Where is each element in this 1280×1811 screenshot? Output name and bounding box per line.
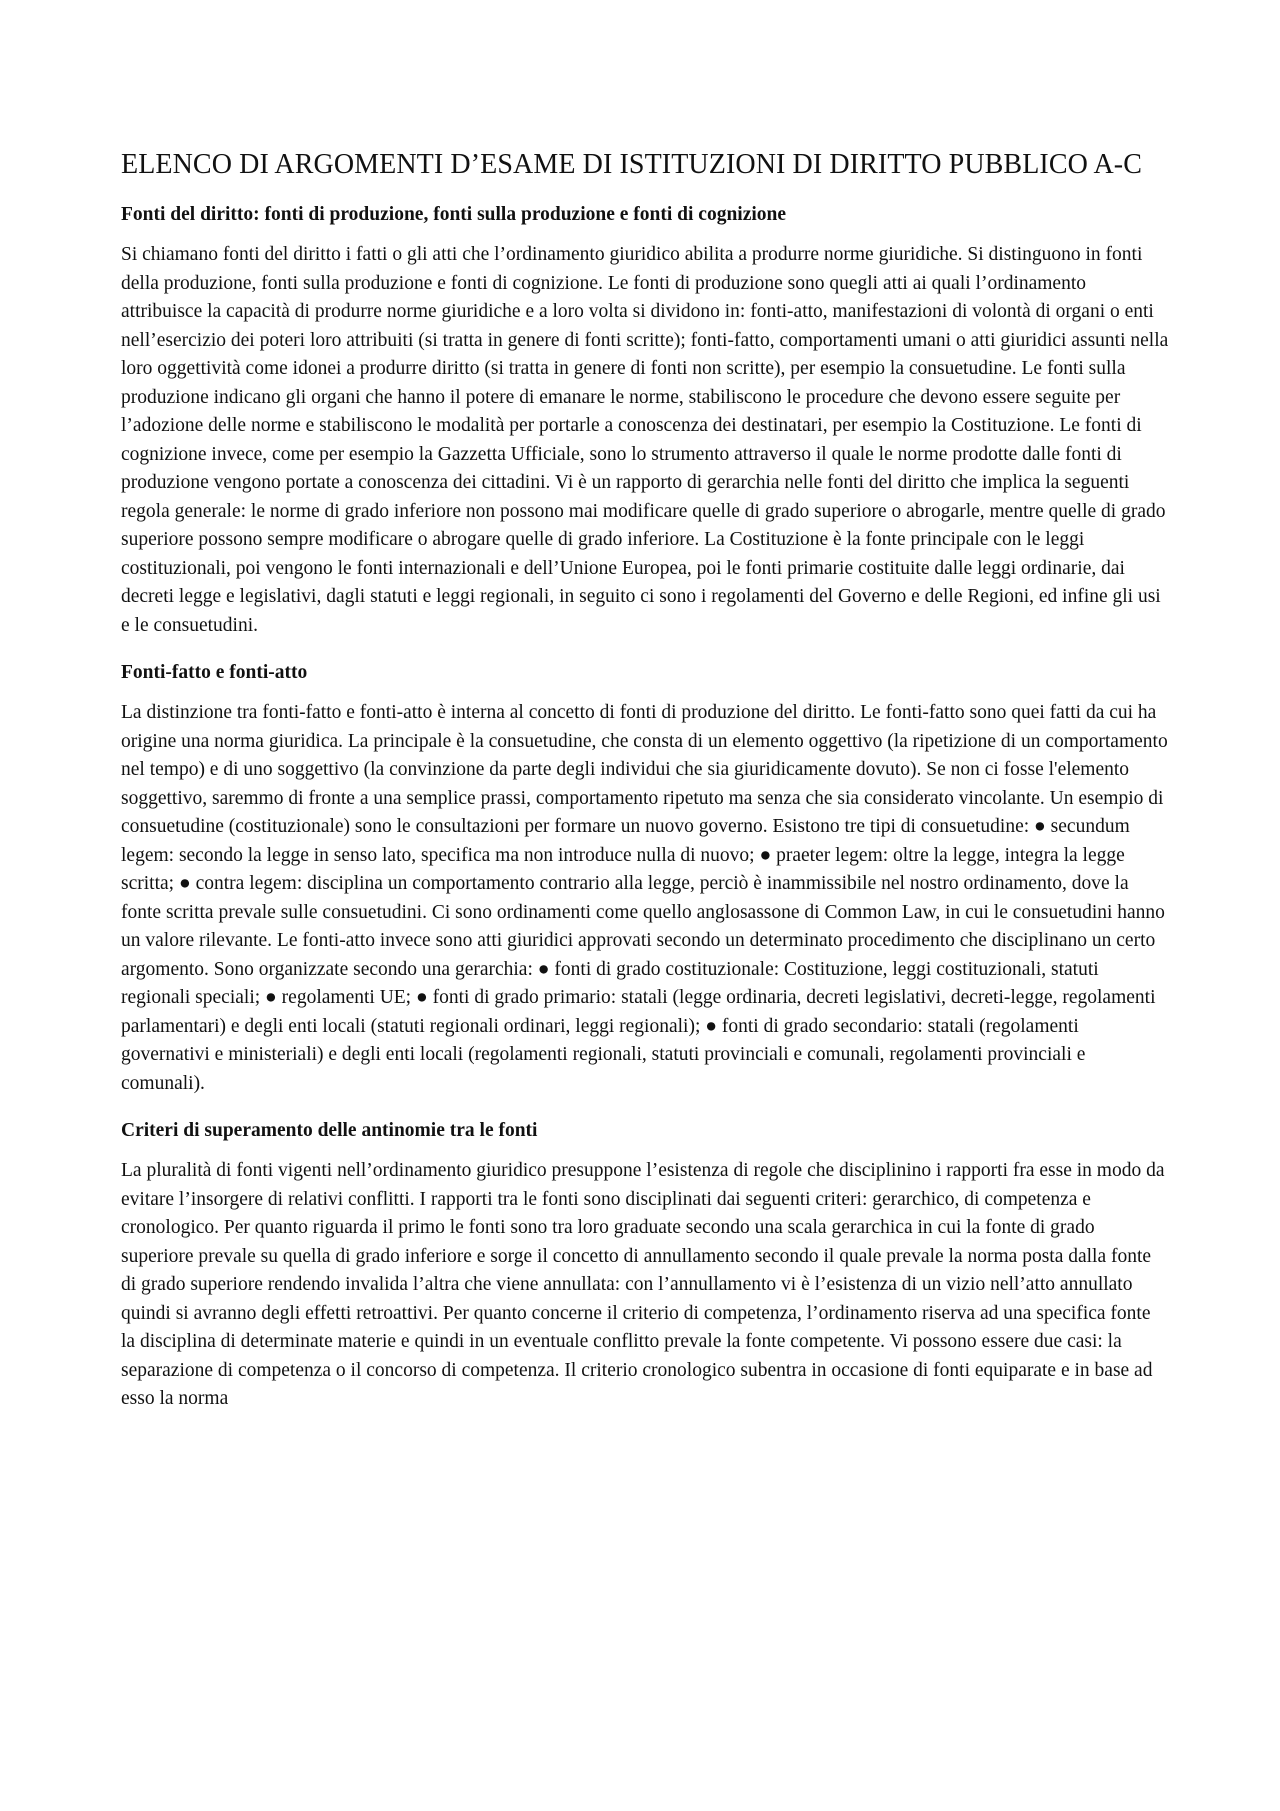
section-heading: Fonti del diritto: fonti di produzione, fonti sulla produzione e fonti di cognizione xyxy=(121,204,787,225)
section-heading: Criteri di superamento delle antinomie tra le fonti xyxy=(121,1120,538,1141)
section-fonti-fatto-e-fonti-atto xyxy=(121,660,1169,1098)
section-body: Si chiamano fonti del diritto i fatti o gli atti che l’ordinamento giuridico abilita a produrre norme giuridiche. Si distinguono in fonti della produzione, fonti sulla produzione e fonti di cognizione. Le fonti di produzione sono quegli atti ai quali l’ordinamento attribuisce la capacità di produrre norme giuridiche e a loro volta si dividono in: fonti-atto, manifestazioni di volontà di organi o enti nell’esercizio dei poteri loro attribuiti (si tratta in genere di fonti scritte); fonti-fatto, comportamenti umani o atti giuridici assunti nella loro oggettività come idonei a produrre diritto (si tratta in genere di fonti non scritte), per esempio la consuetudine. Le fonti sulla produzione indicano gli organi che hanno il potere di emanare le norme, stabiliscono le procedure che devono essere seguite per l’adozione delle norme e stabiliscono le modalità per portarle a conoscenza dei destinatari, per esempio la Costituzione. Le fonti di cognizione invece, come per esempio la Gazzetta Ufficiale, sono lo strumento attraverso il quale le norme prodotte dalle fonti di produzione vengono portate a conoscenza dei cittadini. Vi è un rapporto di gerarchia nelle fonti del diritto che implica la seguenti regola generale: le norme di grado inferiore non possono mai modificare quelle di grado superiore o abrogarle, mentre quelle di grado superiore possono sempre modificare o abrogare quelle di grado inferiore. La Costituzione è la fonte principale con le leggi costituzionali, poi vengono le fonti internazionali e dell’Unione Europea, poi le fonti primarie costituite dalle leggi ordinarie, dai decreti legge e legislativi, dagli statuti e leggi regionali, in seguito ci sono i regolamenti del Governo e delle Regioni, ed infine gli usi e le consuetudini. xyxy=(121,244,1169,636)
section-heading: Fonti-fatto e fonti-atto xyxy=(121,662,308,683)
section-body: La distinzione tra fonti-fatto e fonti-atto è interna al concetto di fonti di produzione del diritto. Le fonti-fatto sono quei fatti da cui ha origine una norma giuridica. La principale è la consuetudine, che consta di un elemento oggettivo (la ripetizione di un comportamento nel tempo) e di uno soggettivo (la convinzione da parte degli individui che sia giuridicamente dovuto). Se non ci fosse l'elemento soggettivo, saremmo di fronte a una semplice prassi, comportamento ripetuto ma senza che sia considerato vincolante. Un esempio di consuetudine (costituzionale) sono le consultazioni per formare un nuovo governo. Esistono tre tipi di consuetudine: ● secundum legem: secondo la legge in senso lato, specifica ma non introduce nulla di nuovo; ● praeter legem: oltre la legge, integra la legge scritta; ● contra legem: disciplina un comportamento contrario alla legge, perciò è inammissibile nel nostro ordinamento, dove la fonte scritta prevale sulle consuetudini. Ci sono ordinamenti come quello anglosassone di Common Law, in cui le consuetudini hanno un valore rilevante. Le fonti-atto invece sono atti giuridici approvati secondo un determinato procedimento che disciplinano un certo argomento. Sono organizzate secondo una gerarchia: ● fonti di grado costituzionale: Costituzione, leggi costituzionali, statuti regionali speciali; ● regolamenti UE; ● fonti di grado primario: statali (legge ordinaria, decreti legislativi, decreti-legge, regolamenti parlamentari) e degli enti locali (statuti regionali ordinari, leggi regionali); ● fonti di grado secondario: statali (regolamenti governativi e ministeriali) e degli enti locali (regolamenti regionali, statuti provinciali e comunali, regolamenti provinciali e comunali). xyxy=(121,702,1168,1094)
document-title: ELENCO DI ARGOMENTI D’ESAME DI ISTITUZIONI DI DIRITTO PUBBLICO A-C xyxy=(121,149,1142,180)
section-body: La pluralità di fonti vigenti nell’ordinamento giuridico presuppone l’esistenza di regole che disciplinino i rapporti fra esse in modo da evitare l’insorgere di relativi conflitti. I rapporti tra le fonti sono disciplinati dai seguenti criteri: gerarchico, di competenza e cronologico. Per quanto riguarda il primo le fonti sono tra loro graduate secondo una scala gerarchica in cui la fonte di grado superiore prevale su quella di grado inferiore e sorge il concetto di annullamento secondo il quale prevale la norma posta dalla fonte di grado superiore rendendo invalida l’altra che viene annullata: con l’annullamento vi è l’esistenza di un vizio nell’atto annullato quindi si avranno degli effetti retroattivi. Per quanto concerne il criterio di competenza, l’ordinamento riserva ad una specifica fonte la disciplina di determinate materie e quindi in un eventuale conflitto prevale la fonte competente. Vi possono essere due casi: la separazione di competenza o il concorso di competenza. Il criterio cronologico subentra in occasione di fonti equiparate e in base ad esso la norma xyxy=(121,1160,1165,1409)
section-criteri-antinomie xyxy=(121,1118,1169,1414)
section-fonti-del-diritto xyxy=(121,202,1169,640)
document-page xyxy=(121,148,1169,1434)
